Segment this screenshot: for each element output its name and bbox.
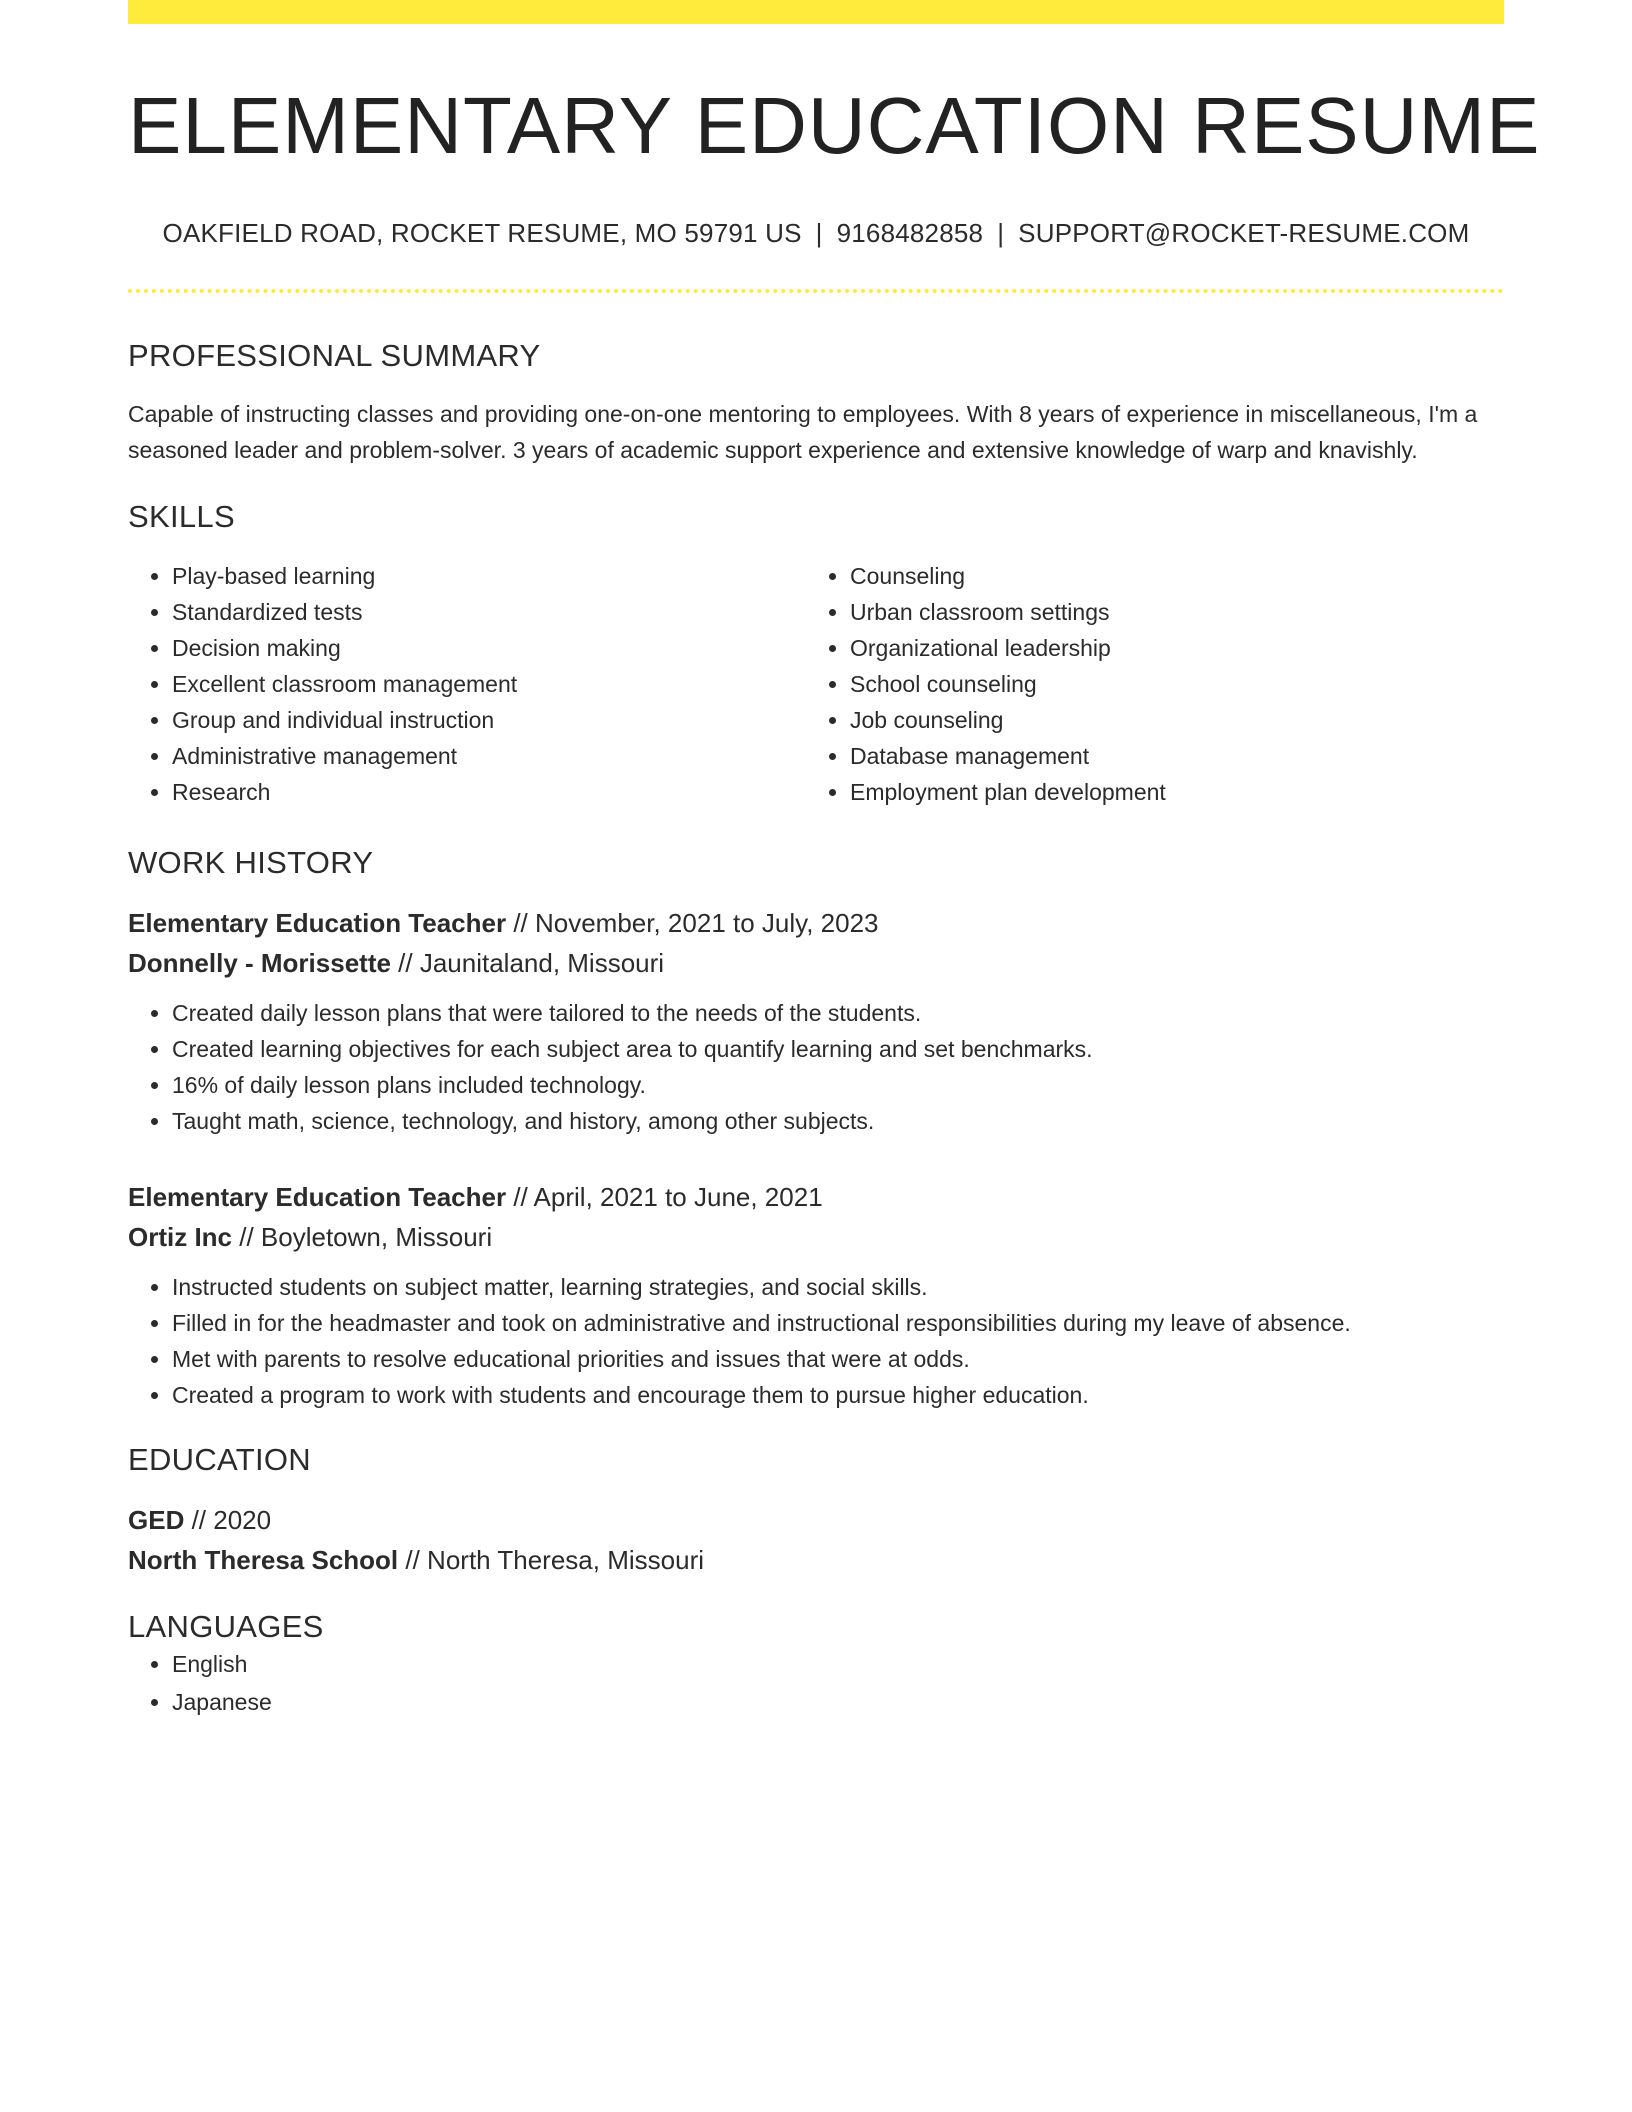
education-degree: GED	[128, 1504, 185, 1535]
job-bullet: • Created a program to work with students and encourage them to pursue higher education.	[172, 1377, 1504, 1413]
job-bullet: • Created learning objectives for each subject area to quantify learning and set benchmarks.	[172, 1031, 1504, 1067]
contact-phone: 9168482858	[836, 218, 984, 248]
job-role-line	[128, 903, 1504, 943]
skill-item: • Play-based learning	[172, 558, 806, 594]
skills-list-left	[128, 558, 806, 810]
education-year: // 2020	[184, 1504, 272, 1535]
contact-line	[128, 218, 1504, 249]
contact-separator: |	[815, 218, 823, 248]
skill-item: • Organizational leadership	[850, 630, 1484, 666]
skill-item: • School counseling	[850, 666, 1484, 702]
job-company: Donnelly - Morissette	[128, 947, 391, 978]
job-company-line	[128, 1217, 1504, 1257]
skill-item: • Job counseling	[850, 702, 1484, 738]
languages-list	[128, 1645, 1504, 1721]
job-bullet: • Created daily lesson plans that were tailored to the needs of the students.	[172, 995, 1504, 1031]
language-item: • Japanese	[172, 1683, 1504, 1721]
job-bullets	[128, 1269, 1504, 1413]
job-entry	[128, 903, 1504, 1139]
job-dates: // November, 2021 to July, 2023	[506, 907, 879, 938]
job-bullet: • Taught math, science, technology, and history, among other subjects.	[172, 1103, 1504, 1139]
job-bullet: • Instructed students on subject matter, learning strategies, and social skills.	[172, 1269, 1504, 1305]
summary-text: Capable of instructing classes and providing one-on-one mentoring to employees. With 8 years of experience in miscellaneous, I'm a seasoned leader and problem-solver. 3 years of academic support experience and extensive knowledge of warp and knavishly.	[128, 401, 1478, 464]
skill-item: • Excellent classroom management	[172, 666, 806, 702]
skill-item: • Urban classroom settings	[850, 594, 1484, 630]
contact-separator: |	[997, 218, 1005, 248]
education-location: // North Theresa, Missouri	[398, 1544, 704, 1575]
skill-item: • Decision making	[172, 630, 806, 666]
language-item: • English	[172, 1645, 1504, 1683]
resume-title: ELEMENTARY EDUCATION RESUME	[128, 81, 1541, 170]
education-degree-line	[128, 1500, 1504, 1540]
skill-item: • Group and individual instruction	[172, 702, 806, 738]
resume-page	[128, 0, 1541, 1721]
job-company-line	[128, 943, 1504, 983]
skill-item: • Counseling	[850, 558, 1484, 594]
contact-address: OAKFIELD ROAD, ROCKET RESUME, MO 59791 US	[162, 218, 802, 248]
section-title-languages: LANGUAGES	[128, 1608, 324, 1644]
job-bullet: • 16% of daily lesson plans included technology.	[172, 1067, 1504, 1103]
education-entry	[128, 1500, 1504, 1580]
skill-item: • Standardized tests	[172, 594, 806, 630]
job-entry	[128, 1177, 1504, 1413]
skill-item: • Research	[172, 774, 806, 810]
section-title-education: EDUCATION	[128, 1441, 311, 1477]
section-title-summary: PROFESSIONAL SUMMARY	[128, 338, 541, 374]
skill-item: • Employment plan development	[850, 774, 1484, 810]
job-role: Elementary Education Teacher	[128, 907, 507, 938]
education-school: North Theresa School	[128, 1544, 399, 1575]
job-dates: // April, 2021 to June, 2021	[506, 1181, 823, 1212]
job-location: // Boyletown, Missouri	[232, 1221, 493, 1252]
education-school-line	[128, 1540, 1504, 1580]
skill-item: • Administrative management	[172, 738, 806, 774]
section-title-work-history: WORK HISTORY	[128, 844, 374, 880]
job-bullet: • Met with parents to resolve educational priorities and issues that were at odds.	[172, 1341, 1504, 1377]
job-company: Ortiz Inc	[128, 1221, 233, 1252]
job-location: // Jaunitaland, Missouri	[390, 947, 665, 978]
dotted-divider	[128, 289, 1504, 293]
job-role: Elementary Education Teacher	[128, 1181, 507, 1212]
skill-item: • Database management	[850, 738, 1484, 774]
job-bullet: • Filled in for the headmaster and took on administrative and instructional responsibilities during my leave of absence.	[172, 1305, 1504, 1341]
job-bullets	[128, 995, 1504, 1139]
skills-list-right	[806, 558, 1484, 810]
skills-columns	[128, 558, 1504, 810]
accent-top-bar	[128, 0, 1504, 24]
job-role-line	[128, 1177, 1504, 1217]
section-title-skills: SKILLS	[128, 499, 235, 535]
contact-email: SUPPORT@ROCKET-RESUME.COM	[1018, 218, 1470, 248]
